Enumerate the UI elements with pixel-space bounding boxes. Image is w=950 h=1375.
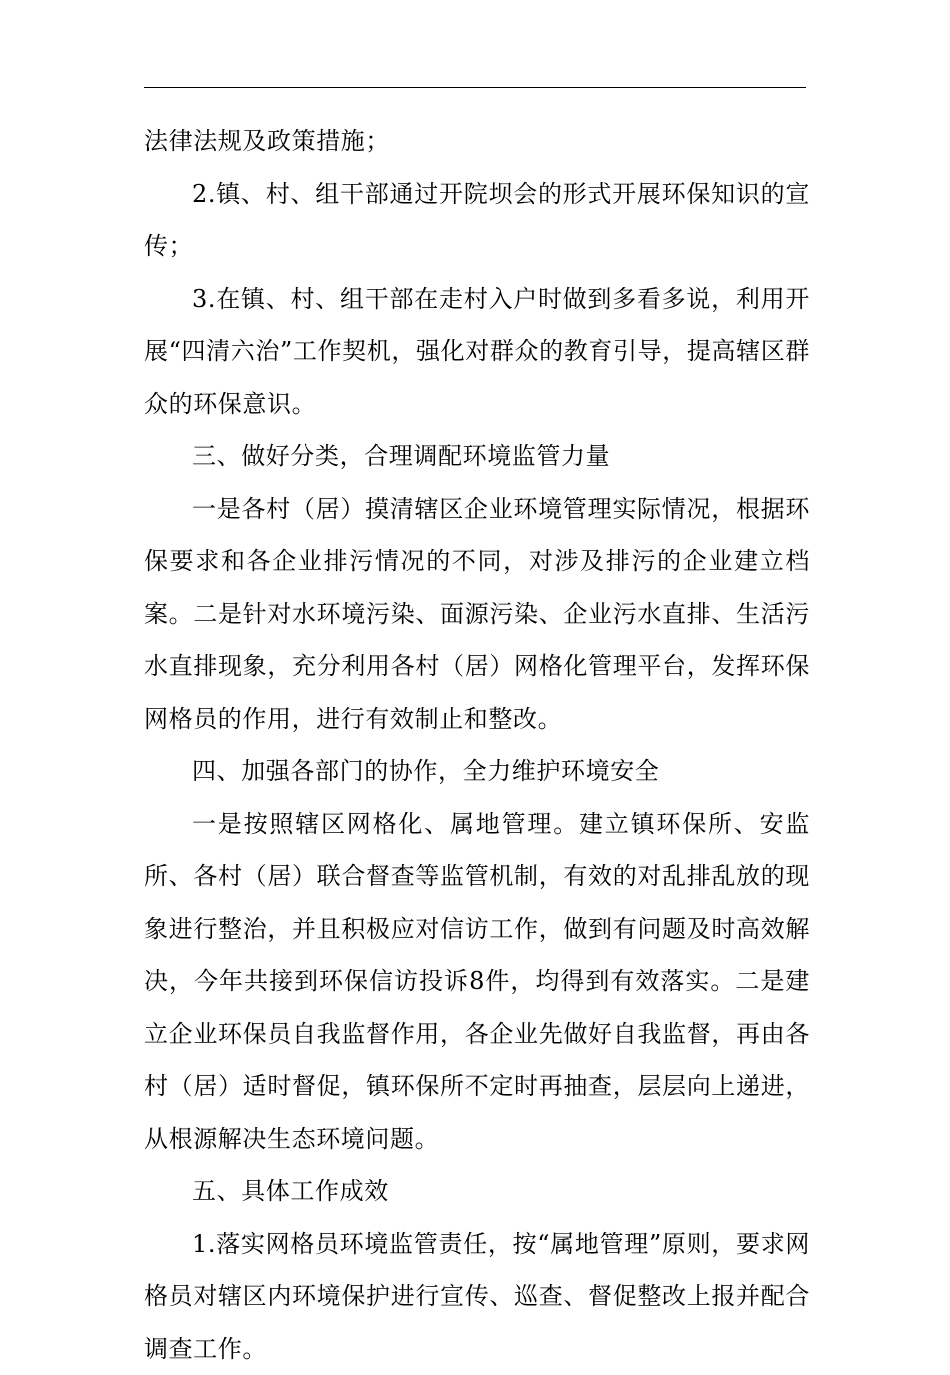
document-body [144, 115, 810, 1375]
list-item-3: 3.在镇、村、组干部在走村入户时做到多看多说，利用开展“四清六治”工作契机，强化对群众的教育引导，提高辖区群众的环保意识。 [144, 273, 810, 431]
header-divider [144, 87, 806, 88]
list-item-2: 2.镇、村、组干部通过开院坝会的形式开展环保知识的宣传； [144, 168, 810, 273]
section-heading-5: 五、具体工作成效 [144, 1165, 810, 1218]
section-4-body: 一是按照辖区网格化、属地管理。建立镇环保所、安监所、各村（居）联合督查等监管机制，有效的对乱排乱放的现象进行整治，并且积极应对信访工作，做到有问题及时高效解决，今年共接到环保信访投诉8件，均得到有效落实。二是建立企业环保员自我监督作用，各企业先做好自我监督，再由各村（居）适时督促，镇环保所不定时再抽查，层层向上递进，从根源解决生态环境问题。 [144, 798, 810, 1166]
section-heading-3: 三、做好分类，合理调配环境监管力量 [144, 430, 810, 483]
section-heading-4: 四、加强各部门的协作，全力维护环境安全 [144, 745, 810, 798]
section-5-item-1: 1.落实网格员环境监管责任，按“属地管理”原则，要求网格员对辖区内环境保护进行宣传、巡查、督促整改上报并配合调查工作。 [144, 1218, 810, 1375]
section-3-body: 一是各村（居）摸清辖区企业环境管理实际情况，根据环保要求和各企业排污情况的不同，对涉及排污的企业建立档案。二是针对水环境污染、面源污染、企业污水直排、生活污水直排现象，充分利用各村（居）网格化管理平台，发挥环保网格员的作用，进行有效制止和整改。 [144, 483, 810, 746]
paragraph-continuation: 法律法规及政策措施； [144, 115, 810, 168]
